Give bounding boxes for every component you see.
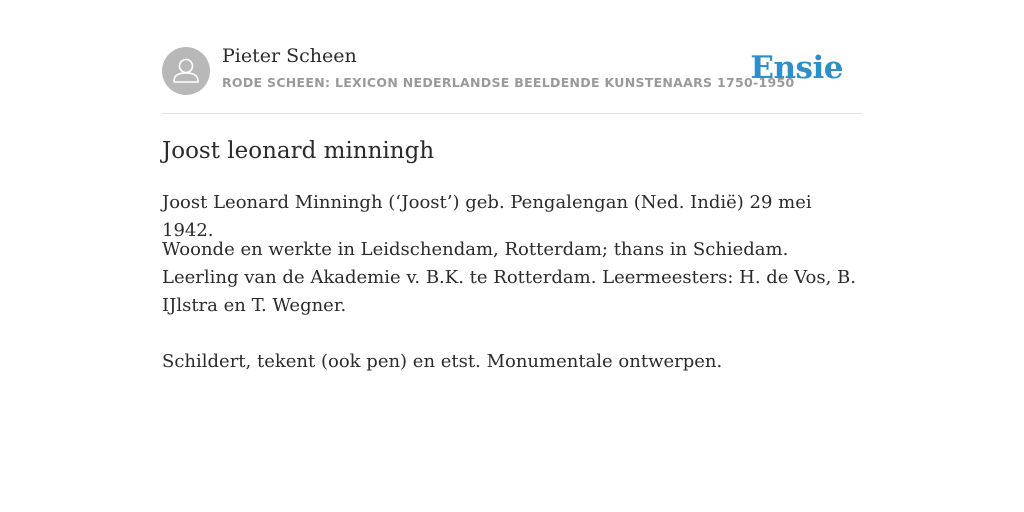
article-paragraph-birth: Joost Leonard Minningh (‘Joost’) geb. Pengalengan (Ned. Indië) 29 mei 1942. [162,192,812,241]
brand-logo[interactable]: Ensie [750,50,843,86]
article-paragraph-career: Woonde en werkte in Leidschendam, Rotterdam; thans in Schiedam. Leerling van de Akademie v. B.K. te Rotterdam. Leermeesters: H. de Vos, B. IJlstra en T. Wegner. [162,239,856,316]
article-title: Joost leonard minningh [162,138,435,164]
article-container [162,0,862,372]
article-paragraph-work: Schildert, tekent (ook pen) en etst. Monumentale ontwerpen. [162,351,723,372]
source-label[interactable]: RODE SCHEEN: LEXICON NEDERLANDSE BEELDENDE KUNSTENAARS 1750-1950 [222,75,795,90]
user-silhouette-icon [162,47,210,95]
article-header [162,0,862,114]
author-avatar[interactable] [162,47,210,95]
author-name[interactable]: Pieter Scheen [222,45,357,67]
